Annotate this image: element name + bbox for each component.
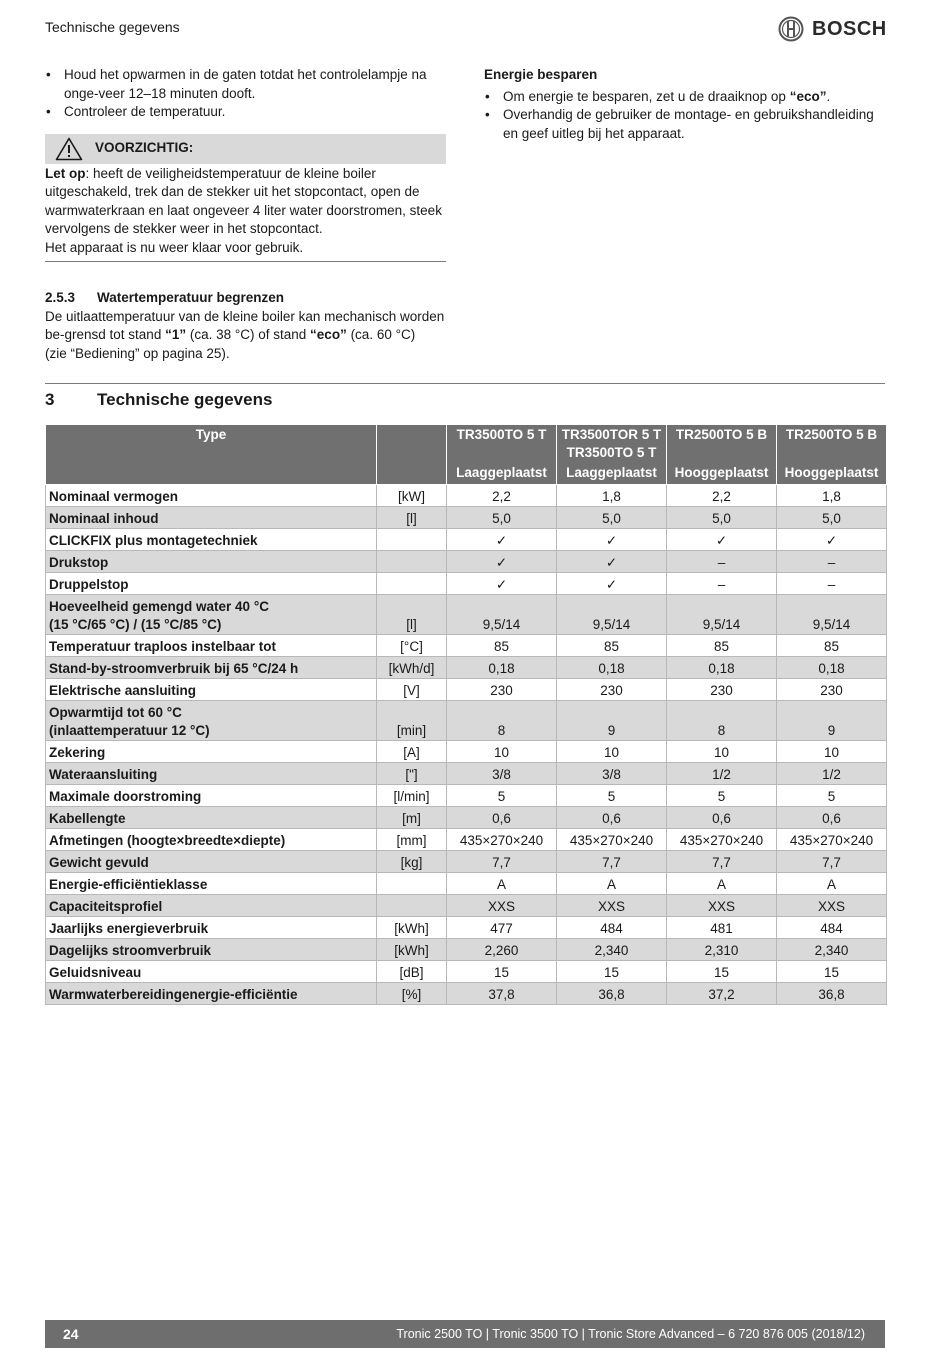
energy-list: [484, 88, 885, 144]
row-label: Kabellengte: [46, 807, 377, 829]
row-unit: [kWh]: [377, 917, 447, 939]
row-value: 5,0: [777, 507, 887, 529]
list-item: • Controleer de temperatuur.: [45, 103, 446, 122]
row-value: 7,7: [557, 851, 667, 873]
row-label: Afmetingen (hoogte×breedte×diepte): [46, 829, 377, 851]
row-value: 484: [557, 917, 667, 939]
table-row: [46, 807, 887, 829]
row-value: 435×270×240: [777, 829, 887, 851]
caution-text: [45, 164, 446, 263]
model-header: TR3500TOR 5 T TR3500TO 5 T Laaggeplaatst: [557, 425, 667, 485]
row-value: 230: [777, 679, 887, 701]
section-2-5-3: [45, 289, 446, 363]
row-value: 36,8: [777, 983, 887, 1005]
row-value: 5: [557, 785, 667, 807]
row-label: Opwarmtijd tot 60 °C (inlaattemperatuur 12 °C): [46, 701, 377, 741]
row-value: 7,7: [777, 851, 887, 873]
row-value: 5,0: [447, 507, 557, 529]
row-unit: [l/min]: [377, 785, 447, 807]
row-value: 2,2: [667, 485, 777, 507]
row-unit: [377, 529, 447, 551]
row-value: 15: [557, 961, 667, 983]
row-label: Gewicht gevuld: [46, 851, 377, 873]
row-unit: [377, 551, 447, 573]
row-value: 85: [557, 635, 667, 657]
row-label: Maximale doorstroming: [46, 785, 377, 807]
row-value: 484: [777, 917, 887, 939]
table-row: [46, 741, 887, 763]
row-value: 230: [447, 679, 557, 701]
table-row: [46, 829, 887, 851]
table-row: [46, 983, 887, 1005]
table-body: [46, 485, 887, 1005]
bosch-logo: [778, 16, 887, 42]
row-value: 1,8: [557, 485, 667, 507]
row-value: 0,6: [667, 807, 777, 829]
row-value: 7,7: [447, 851, 557, 873]
row-label: Dagelijks stroomverbruik: [46, 939, 377, 961]
table-row: [46, 701, 887, 741]
caution-body: : heeft de veiligheidstemperatuur de kleine boiler uitgeschakeld, trek dan de stekker uit het stopcontact, open de warmwaterkraan en laat ongeveer 4 liter water doorstromen, steek vervolgens de stekker weer in het stopcontact.: [45, 165, 442, 236]
row-label: Elektrische aansluiting: [46, 679, 377, 701]
row-label: Nominaal vermogen: [46, 485, 377, 507]
table-row: [46, 785, 887, 807]
row-value: 9,5/14: [447, 595, 557, 635]
row-unit: [kWh]: [377, 939, 447, 961]
row-label: Zekering: [46, 741, 377, 763]
page-number: 24: [63, 1325, 79, 1342]
row-label: Jaarlijks energieverbruik: [46, 917, 377, 939]
row-value: 5,0: [667, 507, 777, 529]
row-value: 15: [447, 961, 557, 983]
row-unit: [V]: [377, 679, 447, 701]
model-header: TR2500TO 5 B Hooggeplaatst: [777, 425, 887, 485]
row-unit: ["]: [377, 763, 447, 785]
row-value: 0,6: [557, 807, 667, 829]
row-value: 9,5/14: [777, 595, 887, 635]
row-value: 10: [557, 741, 667, 763]
row-value: ✓: [447, 529, 557, 551]
energy-heading: Energie besparen: [484, 67, 598, 82]
row-unit: [kWh/d]: [377, 657, 447, 679]
row-value: 477: [447, 917, 557, 939]
row-value: 435×270×240: [557, 829, 667, 851]
section-divider: [45, 383, 885, 384]
row-value: 9,5/14: [557, 595, 667, 635]
row-value: 2,310: [667, 939, 777, 961]
section-paragraph: De uitlaattemperatuur van de kleine boiler kan mechanisch worden be-grensd tot stand “1” (ca. 38 °C) of stand “eco” (ca. 60 °C): [45, 308, 445, 342]
page-reference: (zie “Bediening” op pagina 25).: [45, 345, 230, 361]
row-unit: [377, 895, 447, 917]
row-value: A: [447, 873, 557, 895]
row-value: 435×270×240: [667, 829, 777, 851]
list-item: • Houd het opwarmen in de gaten totdat het controlelampje na onge-veer 12–18 minuten dooft.: [45, 66, 446, 103]
row-value: 5: [667, 785, 777, 807]
caution-label: VOORZICHTIG:: [95, 140, 194, 156]
row-value: ✓: [557, 573, 667, 595]
row-value: 7,7: [667, 851, 777, 873]
row-unit: [A]: [377, 741, 447, 763]
row-value: 2,260: [447, 939, 557, 961]
row-value: XXS: [777, 895, 887, 917]
row-value: 10: [447, 741, 557, 763]
table-row: [46, 679, 887, 701]
table-row: [46, 551, 887, 573]
unit-header: [377, 425, 447, 485]
row-value: 0,18: [447, 657, 557, 679]
table-row: [46, 573, 887, 595]
table-row: [46, 595, 887, 635]
row-label: Temperatuur traploos instelbaar tot: [46, 635, 377, 657]
row-value: 230: [667, 679, 777, 701]
running-header-title: Technische gegevens: [45, 19, 180, 35]
caution-banner: [45, 134, 446, 164]
document-reference: Tronic 2500 TO | Tronic 3500 TO | Tronic Store Advanced – 6 720 876 005 (2018/12): [396, 1326, 865, 1341]
table-row: [46, 917, 887, 939]
row-unit: [m]: [377, 807, 447, 829]
row-label: Warmwaterbereidingenergie-efficiëntie: [46, 983, 377, 1005]
row-value: 9,5/14: [667, 595, 777, 635]
row-value: 15: [667, 961, 777, 983]
row-value: 5,0: [557, 507, 667, 529]
model-header: TR3500TO 5 T Laaggeplaatst: [447, 425, 557, 485]
row-value: 435×270×240: [447, 829, 557, 851]
row-value: ✓: [777, 529, 887, 551]
row-value: 230: [557, 679, 667, 701]
section-title: Watertemperatuur begrenzen: [97, 290, 285, 305]
row-value: 2,2: [447, 485, 557, 507]
table-row: [46, 961, 887, 983]
row-value: 37,8: [447, 983, 557, 1005]
row-value: 481: [667, 917, 777, 939]
technical-data-table: [45, 424, 887, 1005]
row-unit: [377, 573, 447, 595]
caution-lead: Let op: [45, 165, 86, 181]
row-value: 0,18: [557, 657, 667, 679]
instruction-list: [45, 66, 446, 122]
table-row: [46, 657, 887, 679]
row-value: 36,8: [557, 983, 667, 1005]
row-value: –: [777, 551, 887, 573]
table-row: [46, 851, 887, 873]
row-value: 1/2: [777, 763, 887, 785]
row-value: A: [557, 873, 667, 895]
row-value: A: [667, 873, 777, 895]
row-unit: [l]: [377, 507, 447, 529]
row-value: 9: [557, 701, 667, 741]
row-value: 10: [667, 741, 777, 763]
row-value: –: [667, 573, 777, 595]
row-value: 0,18: [777, 657, 887, 679]
row-value: ✓: [447, 551, 557, 573]
row-unit: [mm]: [377, 829, 447, 851]
warning-triangle-icon: [55, 137, 83, 161]
row-unit: [°C]: [377, 635, 447, 657]
row-value: ✓: [447, 573, 557, 595]
row-value: 5: [777, 785, 887, 807]
row-label: Wateraansluiting: [46, 763, 377, 785]
row-unit: [min]: [377, 701, 447, 741]
row-value: 85: [667, 635, 777, 657]
left-column: [45, 66, 446, 363]
row-value: 37,2: [667, 983, 777, 1005]
list-item: • Overhandig de gebruiker de montage- en gebruikshandleiding en geef uitleg bij het apparaat.: [484, 106, 885, 143]
row-value: ✓: [667, 529, 777, 551]
row-label: Druppelstop: [46, 573, 377, 595]
row-value: 0,18: [667, 657, 777, 679]
row-value: 2,340: [557, 939, 667, 961]
row-label: Drukstop: [46, 551, 377, 573]
row-value: 3/8: [557, 763, 667, 785]
row-value: 85: [447, 635, 557, 657]
bosch-armature-icon: [778, 16, 804, 42]
row-value: 3/8: [447, 763, 557, 785]
row-value: 15: [777, 961, 887, 983]
brand-name: BOSCH: [812, 17, 887, 40]
row-value: 8: [667, 701, 777, 741]
row-value: A: [777, 873, 887, 895]
row-value: 1,8: [777, 485, 887, 507]
table-row: [46, 939, 887, 961]
table-row: [46, 763, 887, 785]
row-unit: [377, 873, 447, 895]
row-unit: [%]: [377, 983, 447, 1005]
row-value: XXS: [557, 895, 667, 917]
model-header: TR2500TO 5 B Hooggeplaatst: [667, 425, 777, 485]
row-value: 10: [777, 741, 887, 763]
table-row: [46, 529, 887, 551]
row-unit: [kW]: [377, 485, 447, 507]
table-row: [46, 485, 887, 507]
row-unit: [dB]: [377, 961, 447, 983]
list-item: • Om energie te besparen, zet u de draaiknop op “eco”.: [484, 88, 885, 107]
row-value: 85: [777, 635, 887, 657]
row-value: ✓: [557, 529, 667, 551]
type-header: Type: [46, 425, 377, 485]
row-value: 9: [777, 701, 887, 741]
row-value: 1/2: [667, 763, 777, 785]
row-value: 0,6: [447, 807, 557, 829]
row-value: 0,6: [777, 807, 887, 829]
caution-conclusion: Het apparaat is nu weer klaar voor gebruik.: [45, 239, 304, 255]
row-label: Geluidsniveau: [46, 961, 377, 983]
row-unit: [kg]: [377, 851, 447, 873]
section-3-heading: 3 Technische gegevens: [45, 390, 273, 409]
right-column: [484, 66, 885, 143]
row-value: ✓: [557, 551, 667, 573]
table-row: [46, 507, 887, 529]
row-value: –: [777, 573, 887, 595]
row-label: Nominaal inhoud: [46, 507, 377, 529]
table-row: [46, 895, 887, 917]
page-footer: [45, 1320, 885, 1348]
row-value: XXS: [447, 895, 557, 917]
row-unit: [l]: [377, 595, 447, 635]
row-label: Capaciteitsprofiel: [46, 895, 377, 917]
row-label: Energie-efficiëntieklasse: [46, 873, 377, 895]
row-label: Stand-by-stroomverbruik bij 65 °C/24 h: [46, 657, 377, 679]
row-label: CLICKFIX plus montagetechniek: [46, 529, 377, 551]
row-value: –: [667, 551, 777, 573]
table-header-row: [46, 425, 887, 485]
table-row: [46, 873, 887, 895]
row-value: 2,340: [777, 939, 887, 961]
row-value: 5: [447, 785, 557, 807]
table-row: [46, 635, 887, 657]
section-number: 2.5.3: [45, 290, 76, 305]
row-label: Hoeveelheid gemengd water 40 °C (15 °C/65 °C) / (15 °C/85 °C): [46, 595, 377, 635]
row-value: XXS: [667, 895, 777, 917]
row-value: 8: [447, 701, 557, 741]
